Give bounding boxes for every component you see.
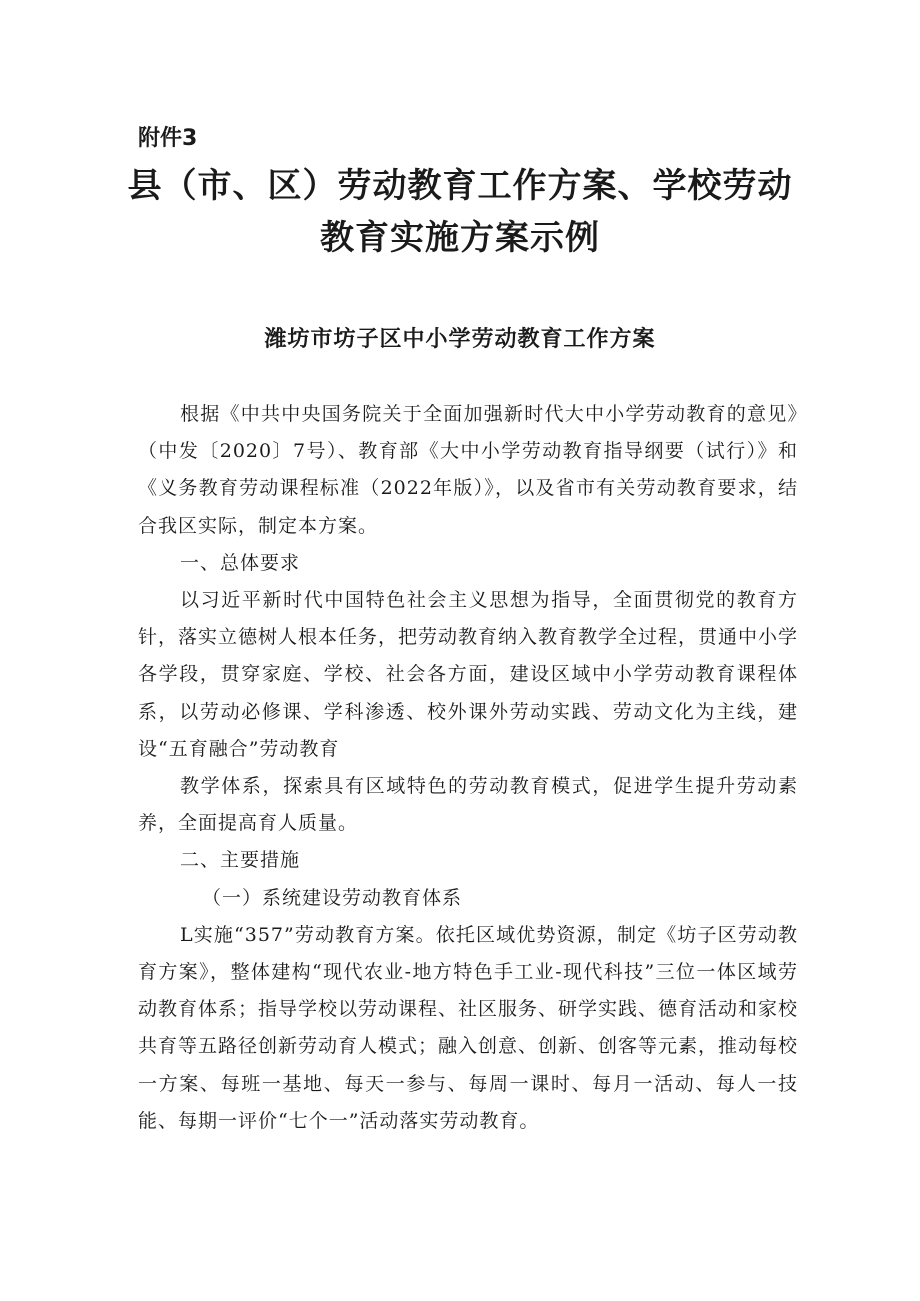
subsection-heading-system-building: （一）系统建设劳动教育体系 (202, 886, 463, 909)
plan-subtitle: 潍坊市坊子区中小学劳动教育工作方案 (264, 327, 656, 352)
document-title-line-1: 县（市、区）劳动教育工作方案、学校劳动 (127, 166, 793, 206)
attachment-label: 附件3 (138, 126, 198, 151)
general-requirements-paragraph: 以习近平新时代中国特色社会主义思想为指导，全面贯彻党的教育方针，落实立德树人根本任务，把劳动教育纳入教育教学全过程，贯通中小学各学段，贯穿家庭、学校、社会各方面，建设区域中小学劳动教育课程体系，以劳动必修课、学科渗透、校外课外劳动实践、劳动文化为主线，建设“五育融合”劳动教育 (138, 589, 799, 760)
intro-paragraph: 根据《中共中央国务院关于全面加强新时代大中小学劳动教育的意见》（中发〔2020〕7号）、教育部《大中小学劳动教育指导纲要（试行）》和《义务教育劳动课程标准（2022年版）》，以及省市有关劳动教育要求，结合我区实际，制定本方案。 (138, 403, 798, 537)
section-heading-main-measures: 二、主要措施 (180, 849, 301, 872)
section-heading-general-requirements: 一、总体要求 (180, 551, 301, 574)
measure-paragraph-357: L实施“357”劳动教育方案。依托区域优势资源，制定《坊子区劳动教育方案》，整体建构“现代农业-地方特色手工业-现代科技”三位一体区域劳动教育体系；指导学校以劳动课程、社区服务、研学实践、德育活动和家校共育等五路径创新劳动育人模式；融入创意、创新、创客等元素，推动每校一方案、每班一基地、每天一参与、每周一课时、每月一活动、每人一技能、每期一评价“七个一”活动落实劳动教育。 (138, 923, 799, 1132)
general-requirements-continuation: 教学体系，探索具有区域特色的劳动教育模式，促进学生提升劳动素养，全面提高育人质量。 (138, 775, 798, 835)
document-body (138, 396, 798, 1140)
document-title-line-2: 教育实施方案示例 (320, 218, 600, 258)
